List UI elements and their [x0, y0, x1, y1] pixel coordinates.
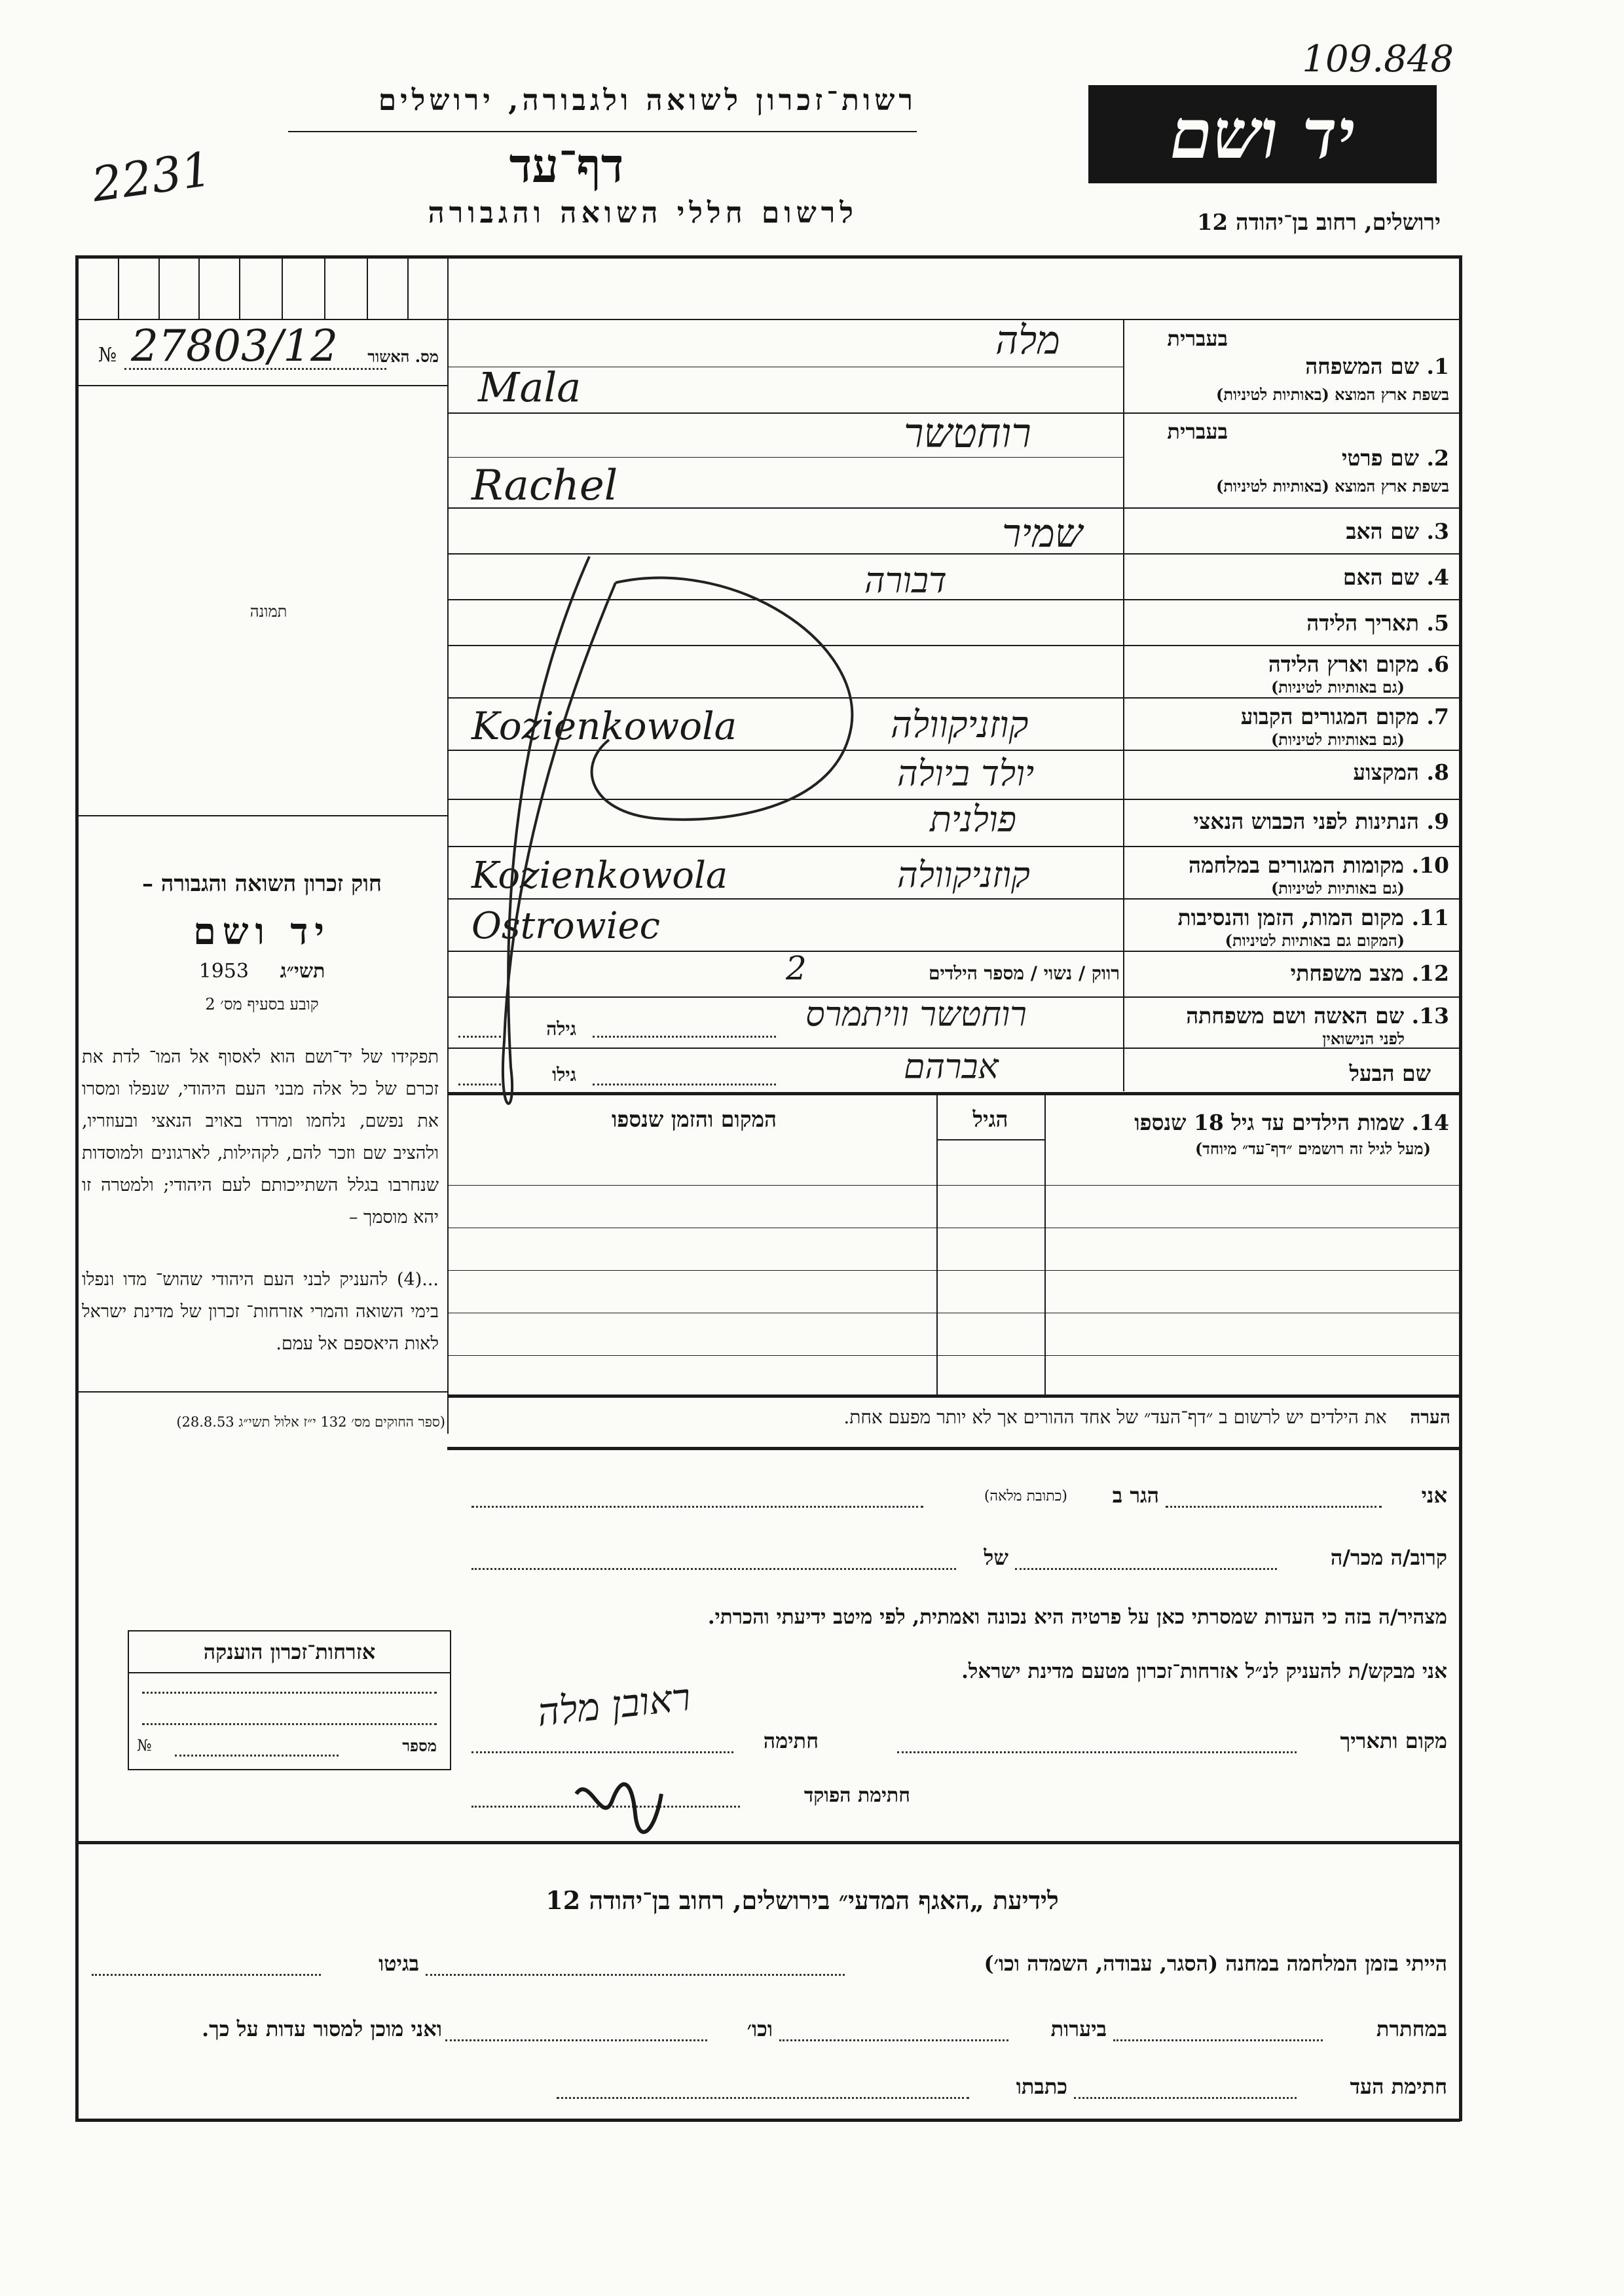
- declaration-address-hint: (כתובת מלאה): [984, 1488, 1067, 1504]
- field-9-value: פולנית: [930, 799, 1017, 840]
- field-11-latin-value: Ostrowiec: [471, 905, 660, 947]
- children-col-age: הגיל: [972, 1106, 1008, 1132]
- field-7-sub: (גם באותיות לטיניות): [1270, 730, 1405, 749]
- field-1-hebrew-tag: בעברית: [1167, 326, 1228, 351]
- field-7-hebrew-value: קוזניקוולה: [891, 704, 1029, 746]
- field-2-latin-value: Rachel: [471, 462, 618, 510]
- field-8-name: המקצוע: [1353, 759, 1420, 785]
- field-1-number: 1.: [1426, 354, 1449, 379]
- field-10-name: מקומות המגורים במלחמה: [1188, 852, 1405, 878]
- field-7-name: מקום המגורים הקבוע: [1240, 704, 1420, 729]
- signature-label: חתימה: [763, 1728, 819, 1753]
- field-6-label: [1130, 651, 1449, 678]
- field-5-name: תאריך הלידה: [1306, 610, 1420, 636]
- field-3-number: 3.: [1426, 519, 1449, 544]
- research-witness-signature-label: חתימת העד: [1350, 2074, 1447, 2099]
- field-7-latin-value: Kozienkowola: [471, 704, 737, 748]
- officer-signature-label: חתימת הפוקד: [803, 1784, 910, 1807]
- field-7-label: [1130, 704, 1449, 730]
- field-1-label: [1130, 354, 1449, 380]
- field-11-name: מקום המות, הזמן והנסיבות: [1177, 905, 1405, 930]
- law-name: יד ושם: [193, 910, 331, 953]
- field-12-number: 12.: [1411, 960, 1449, 986]
- field-1-latin-value: Mala: [478, 363, 581, 411]
- husband-value: אברהם: [904, 1048, 999, 1087]
- field-3-name: שם האב: [1346, 519, 1420, 544]
- field-2-hebrew-tag: בעברית: [1167, 419, 1228, 444]
- authority-name: רשות־זכרון לשואה ולגבורה, ירושלים: [378, 84, 917, 117]
- field-12-children-count: 2: [786, 949, 807, 987]
- children-note-text: את הילדים יש לרשום ב ״דף־העד״ של אחד ההורים אך לא יותר מפעם אחת.: [843, 1406, 1387, 1428]
- field-4-label: [1130, 564, 1449, 591]
- field-2-name: שם פרטי: [1341, 445, 1420, 471]
- husband-label: שם הבעל: [1349, 1061, 1431, 1086]
- field-10-number: 10.: [1411, 852, 1449, 878]
- field-3-value: שמיר: [1002, 511, 1083, 556]
- approval-number: 27803/12: [131, 321, 339, 371]
- field-9-label: [1130, 809, 1449, 835]
- citizenship-title: אזרחות־זכרון הוענקה: [129, 1631, 450, 1673]
- law-text-citizenship: ...(4) להעניק לבני העם היהודי שהוש־ מדו ונפלו בימי השואה והמרי אזרחות־ זכרון של מדינת ישראל לאות היאספם אל עמם.: [82, 1269, 439, 1354]
- field-4-value: דבורה: [864, 560, 947, 601]
- law-year-number: 1953: [198, 960, 249, 983]
- research-underground-label: במחתרת: [1376, 2016, 1447, 2041]
- officer-signature-mark: [563, 1768, 674, 1846]
- field-4-name: שם האם: [1342, 564, 1420, 590]
- citizenship-number-label: מספר: [402, 1736, 437, 1755]
- declaration-statement: מצהיר/ה בזה כי העדות שמסרתי כאן על פרטיה היא נכונה ואמתית, לפי מיטב ידיעתי והכרתי.: [707, 1605, 1447, 1629]
- handwritten-loop-mark: [458, 543, 982, 1133]
- field-2-sub: בשפת ארץ המוצא (באותיות לטיניות): [1216, 477, 1449, 496]
- field-6-sub: (גם באותיות לטיניות): [1270, 678, 1405, 697]
- field-1-name: שם המשפחה: [1305, 354, 1420, 379]
- declaration-request: אני מבקש/ת להעניק לנ״ל אזרחות־זכרון מטעם מדינת ישראל.: [961, 1660, 1447, 1683]
- field-4-number: 4.: [1426, 564, 1449, 590]
- law-clause: קובע בסעיף מס׳ 2: [205, 995, 319, 1013]
- field-7-number: 7.: [1426, 704, 1449, 729]
- field-6-name: מקום וארץ הלידה: [1268, 651, 1420, 677]
- children-table-number: 14.: [1411, 1110, 1449, 1135]
- field-13-sub: לפני הנישואין: [1322, 1029, 1405, 1048]
- photo-label: תמונה: [249, 602, 287, 621]
- children-table-subtitle: (מעל לגיל זה רושמים ״דף־עד״ מיוחד): [1194, 1139, 1431, 1158]
- field-10-label: [1130, 852, 1449, 879]
- field-11-label: [1130, 905, 1449, 931]
- field-12-name: מצב משפחתי: [1290, 960, 1405, 986]
- law-title: חוק זכרון השואה והגבורה –: [141, 871, 382, 897]
- field-2-label: [1130, 445, 1449, 471]
- research-willing-label: ואני מוכן למסור עדות על כך.: [201, 2016, 442, 2041]
- field-8-value: יולד ביולה: [897, 753, 1035, 794]
- research-etc-label: וכו׳: [747, 2016, 773, 2041]
- field-2-hebrew-value: רוחטשר: [904, 409, 1031, 457]
- sheet-number: 2231: [88, 141, 215, 213]
- research-title: לידיעת „האגף המדעי״ בירושלים, רחוב בן־יהודה 12: [545, 1886, 1059, 1915]
- field-12-label: [1130, 960, 1449, 987]
- research-ghetto-label: בגיטו: [378, 1951, 419, 1976]
- header-address: ירושלים, רחוב בן־יהודה 12: [1196, 210, 1441, 236]
- field-1-hebrew-value: מלה: [995, 318, 1060, 363]
- field-9-number: 9.: [1426, 809, 1449, 834]
- field-3-label: [1130, 519, 1449, 545]
- field-11-number: 11.: [1411, 905, 1449, 930]
- logo-text: יד ושם: [1170, 94, 1356, 174]
- law-reference: (ספר החוקים מס׳ 132 י״ז אלול תשי״ג 28.8.53): [176, 1414, 445, 1430]
- children-table-title: [1051, 1110, 1449, 1136]
- field-13-name: שם האשה ושם משפחתה: [1186, 1003, 1405, 1029]
- research-camp-label: הייתי בזמן המלחמה במחנה (הסגר, עבודה, השמדה וכו׳): [984, 1951, 1447, 1976]
- citizenship-box: [128, 1630, 451, 1770]
- field-5-number: 5.: [1426, 610, 1449, 636]
- field-13-number: 13.: [1411, 1003, 1449, 1029]
- form-title: דף־עד: [509, 137, 624, 193]
- children-note-label: הערה: [1410, 1406, 1450, 1428]
- signature-value: ראובן מלה: [535, 1674, 693, 1736]
- form-subtitle: לרשום חללי השואה והגבורה: [428, 196, 858, 230]
- children-note: [452, 1406, 1450, 1429]
- field-2-number: 2.: [1426, 445, 1449, 471]
- field-8-number: 8.: [1426, 759, 1449, 785]
- declaration-relative: קרוב/ה מכר/ה: [1330, 1545, 1447, 1570]
- declaration-ani: אני: [1421, 1483, 1447, 1508]
- field-10-hebrew-value: קוזניקוולה: [897, 854, 1030, 896]
- approval-number-label: מס. האשור: [367, 347, 439, 366]
- children-table-name: שמות הילדים עד גיל 18 שנספו: [1134, 1110, 1405, 1135]
- archive-number: 109.848: [1302, 38, 1454, 81]
- place-date-label: מקום ותאריך: [1340, 1728, 1447, 1753]
- declaration-residing: הגר ב: [1112, 1483, 1159, 1508]
- field-9-name: הנתינות לפני הכבוש הנאצי: [1193, 809, 1420, 834]
- field-8-label: [1130, 759, 1449, 786]
- field-10-sub: (גם באותיות לטיניות): [1270, 879, 1405, 898]
- law-year: [88, 960, 435, 983]
- field-6-number: 6.: [1426, 651, 1449, 677]
- law-year-hebrew: תשי״ג: [280, 960, 325, 983]
- yad-vashem-logo: [1088, 85, 1437, 183]
- field-12-options: רווק / נשוי / מספר הילדים: [928, 962, 1120, 984]
- field-1-sub: בשפת ארץ המוצא (באותיות לטיניות): [1216, 385, 1449, 404]
- children-col-place: המקום והזמן שנספו: [611, 1106, 777, 1132]
- field-11-sub: (המקום גם באותיות לטיניות): [1225, 931, 1405, 950]
- field-13-value: רוחטשר וויתמרס: [805, 995, 1027, 1034]
- field-10-latin-value: Kozienkowola: [471, 854, 728, 897]
- law-text-mandate: תפקידו של יד־ושם הוא לאסוף אל המו־ לדת את זכרם של כל אלה מבני העם היהודי, שנפלו ומסרו את נפשם, נלחמו ומרדו באויב הנאצי ובעוזריו, ולהציב שם וזכר להם, לקהילות, לארגונים ולמוסדות שנחרבו בגלל השתייכותם לעם היהודי; ולמטרה זו יהא מוסמך –: [82, 1047, 439, 1228]
- field-13-age-label: גילה: [546, 1018, 576, 1040]
- research-address-label: כתבתו: [1016, 2074, 1067, 2099]
- research-forests-label: ביערות: [1050, 2016, 1107, 2041]
- field-13-label: [1130, 1003, 1449, 1029]
- citizenship-no-sign: №: [137, 1736, 152, 1755]
- field-5-label: [1130, 610, 1449, 636]
- approval-no-sign: №: [98, 344, 117, 367]
- husband-age-label: גילו: [552, 1064, 576, 1085]
- declaration-of: של: [984, 1545, 1008, 1570]
